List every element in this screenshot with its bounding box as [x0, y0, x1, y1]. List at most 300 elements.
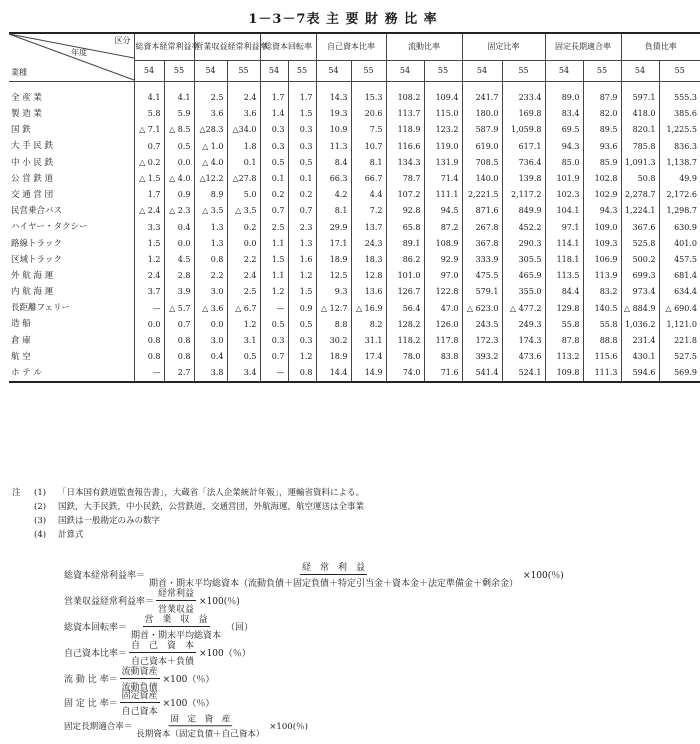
year-header: 54	[134, 61, 164, 82]
ratio-value: 139.8	[502, 171, 545, 187]
ratio-value: —	[260, 365, 288, 382]
ratio-value: 66.3	[316, 171, 351, 187]
ratio-value: 14.9	[351, 365, 386, 382]
industry-name: 区域トラック	[11, 254, 62, 265]
ratio-value: 4.2	[316, 187, 351, 203]
ratio-value: △ 690.4	[659, 300, 700, 316]
ratio-value: △ 7.1	[134, 122, 164, 138]
ratio-value: 2.7	[164, 365, 194, 382]
formula-numerator: 自 己 資 本	[129, 638, 196, 653]
notes-section	[12, 486, 672, 542]
ratio-value: 3.6	[227, 106, 260, 122]
ratio-value: 13.7	[351, 220, 386, 236]
note-number: (1)	[34, 488, 47, 498]
ratio-value: 1.1	[260, 236, 288, 252]
ratio-value: △ 2.3	[164, 203, 194, 219]
ratio-value: 97.1	[545, 220, 583, 236]
ratio-value: △ 3.6	[194, 300, 227, 316]
ratio-value: 117.8	[424, 333, 462, 349]
ratio-value: 87.9	[583, 82, 621, 107]
note-number: (3)	[34, 516, 47, 526]
ratio-value: 1.4	[260, 106, 288, 122]
ratio-value: △12.2	[194, 171, 227, 187]
ratio-value: 457.5	[659, 252, 700, 268]
ratio-value: 0.7	[260, 203, 288, 219]
table-row	[9, 203, 700, 219]
ratio-value: 4.1	[164, 82, 194, 107]
ratio-value: 1.2	[227, 317, 260, 333]
year-header: 55	[659, 61, 700, 82]
ratio-value: △ 3.5	[194, 203, 227, 219]
ratio-value: 118.2	[386, 333, 424, 349]
ratio-value: 0.0	[194, 317, 227, 333]
ratio-value: △ 2.4	[134, 203, 164, 219]
ratio-value: 1.7	[288, 82, 316, 107]
ratio-value: △ 4.0	[194, 155, 227, 171]
ratio-value: 18.9	[316, 349, 351, 365]
ratio-value: 1.7	[260, 82, 288, 107]
ratio-value: 1.1	[260, 268, 288, 284]
ratio-value: 109.8	[545, 365, 583, 382]
ratio-value: 7.2	[351, 203, 386, 219]
ratio-value: 597.1	[621, 82, 659, 107]
year-header: 54	[260, 61, 288, 82]
ratio-value: 126.0	[424, 317, 462, 333]
ratio-value: 8.1	[316, 203, 351, 219]
ratio-value: 111.1	[424, 187, 462, 203]
ratio-value: 5.8	[134, 106, 164, 122]
ratio-value: 8.1	[351, 155, 386, 171]
metric-header: 流動比率	[386, 33, 462, 61]
ratio-value: 0.3	[288, 333, 316, 349]
metric-header: 総資本経常利益率	[134, 33, 194, 61]
metric-header: 自己資本比率	[316, 33, 386, 61]
ratio-value: 174.3	[502, 333, 545, 349]
ratio-value: 634.4	[659, 284, 700, 300]
ratio-value: 0.8	[164, 349, 194, 365]
formula-numerator: 固定資産	[120, 688, 160, 703]
ratio-value: 0.3	[260, 139, 288, 155]
ratio-value: 8.4	[316, 155, 351, 171]
ratio-value: 3.3	[134, 220, 164, 236]
formula-fraction	[147, 560, 520, 589]
ratio-value: 109.0	[583, 220, 621, 236]
industry-name: 造 船	[11, 319, 31, 330]
ratio-value: 3.1	[227, 333, 260, 349]
ratio-value: △ 623.0	[462, 300, 502, 316]
ratio-value: 92.8	[386, 203, 424, 219]
ratio-value: 1.7	[134, 187, 164, 203]
ratio-value: 1,036.2	[621, 317, 659, 333]
ratio-value: 243.5	[462, 317, 502, 333]
ratio-value: 3.0	[194, 333, 227, 349]
ratio-value: 221.8	[659, 333, 700, 349]
table-row	[9, 317, 700, 333]
year-header: 55	[227, 61, 260, 82]
ratio-value: 0.8	[134, 349, 164, 365]
table-row	[9, 220, 700, 236]
ratio-value: 0.1	[288, 171, 316, 187]
ratio-value: △ 6.7	[227, 300, 260, 316]
formula-suffix: ×100（％）	[162, 699, 215, 709]
ratio-value: 12.5	[316, 268, 351, 284]
ratio-value: 94.5	[424, 203, 462, 219]
year-header: 55	[502, 61, 545, 82]
ratio-value: △ 884.9	[621, 300, 659, 316]
formula-equity-ratio	[64, 638, 251, 667]
ratio-value: △ 4.0	[164, 171, 194, 187]
ratio-value: 555.3	[659, 82, 700, 107]
table-row	[9, 106, 700, 122]
ratio-value: 0.7	[134, 139, 164, 155]
ratio-value: 118.1	[545, 252, 583, 268]
ratio-value: 113.7	[386, 106, 424, 122]
ratio-value: 0.8	[164, 333, 194, 349]
industry-name: 製 造 業	[11, 109, 42, 120]
ratio-value: 8.8	[316, 317, 351, 333]
ratio-value: 89.1	[386, 236, 424, 252]
ratio-value: 31.1	[351, 333, 386, 349]
table-row	[9, 268, 700, 284]
ratio-value: △ 1.0	[194, 139, 227, 155]
ratio-value: 1.5	[134, 236, 164, 252]
ratio-value: 619.0	[462, 139, 502, 155]
ratio-value: 55.8	[583, 317, 621, 333]
formula-numerator: 固 定 資 産	[169, 712, 233, 726]
ratio-value: 418.0	[621, 106, 659, 122]
ratio-value: △ 8.5	[164, 122, 194, 138]
ratio-value: 333.9	[462, 252, 502, 268]
ratio-value: 140.5	[583, 300, 621, 316]
ratio-value: 0.5	[260, 155, 288, 171]
year-header: 55	[424, 61, 462, 82]
ratio-value: 249.3	[502, 317, 545, 333]
ratio-value: 15.3	[351, 82, 386, 107]
industry-name: ホ テ ル	[9, 365, 134, 382]
ratio-value: 1.5	[288, 106, 316, 122]
ratio-value: 5.0	[227, 187, 260, 203]
formula-numerator: 経常利益	[156, 586, 196, 601]
formula-label: 総資本経常利益率＝	[64, 571, 146, 581]
ratio-value: 0.5	[164, 139, 194, 155]
ratio-value: 140.0	[462, 171, 502, 187]
ratio-value: 2,172.6	[659, 187, 700, 203]
table-row	[9, 122, 700, 138]
formula-denominator: 自己資本	[121, 707, 158, 717]
ratio-value: 5.9	[164, 106, 194, 122]
formula-label: 総資本回転率＝	[64, 623, 128, 633]
ratio-value: 114.1	[545, 236, 583, 252]
ratio-value: 430.1	[621, 349, 659, 365]
ratio-value: 3.4	[227, 365, 260, 382]
ratio-value: 0.3	[260, 122, 288, 138]
ratio-value: 0.3	[288, 139, 316, 155]
ratio-value: 2.2	[227, 252, 260, 268]
ratio-value: 29.9	[316, 220, 351, 236]
ratio-value: 131.9	[424, 155, 462, 171]
ratio-value: 102.9	[583, 187, 621, 203]
ratio-value: 0.8	[134, 333, 164, 349]
ratio-value: 452.2	[502, 220, 545, 236]
ratio-value: 12.8	[351, 268, 386, 284]
ratio-value: 83.4	[545, 106, 583, 122]
formula-denominator: 自己資本＋負債	[131, 657, 195, 667]
ratio-value: △34.0	[227, 122, 260, 138]
ratio-value: 4.5	[164, 252, 194, 268]
corner-year-label: 年度	[71, 48, 87, 57]
ratio-value: 355.0	[502, 284, 545, 300]
formula-asset-turnover	[64, 612, 253, 641]
formula-denominator: 流動負債	[121, 683, 158, 693]
ratio-value: 24.3	[351, 236, 386, 252]
note-text: 計算式	[58, 530, 84, 540]
ratio-value: 367.8	[462, 236, 502, 252]
industry-name: 中 小 民 鉄	[11, 157, 54, 168]
ratio-value: 47.0	[424, 300, 462, 316]
ratio-value: 113.2	[545, 349, 583, 365]
ratio-value: 66.7	[351, 171, 386, 187]
year-header: 54	[462, 61, 502, 82]
corner-industry-label: 業種	[11, 67, 27, 77]
ratio-value: 871.6	[462, 203, 502, 219]
formula-suffix: （回）	[226, 623, 254, 633]
ratio-value: 0.7	[288, 203, 316, 219]
table-row	[9, 333, 700, 349]
year-header: 55	[583, 61, 621, 82]
formula-label: 自己資本比率＝	[64, 649, 128, 659]
ratio-value: 74.0	[386, 365, 424, 382]
ratio-value: 1,224.1	[621, 203, 659, 219]
table-row	[9, 365, 700, 382]
ratio-value: 30.2	[316, 333, 351, 349]
ratio-value: 0.1	[227, 155, 260, 171]
ratio-value: 93.6	[583, 139, 621, 155]
ratio-value: 1.2	[260, 284, 288, 300]
year-header: 55	[288, 61, 316, 82]
formula-fraction	[134, 712, 266, 740]
ratio-value: 1,121.0	[659, 317, 700, 333]
ratio-value: 84.4	[545, 284, 583, 300]
year-header: 54	[621, 61, 659, 82]
ratio-value: 785.8	[621, 139, 659, 155]
metric-header: 固定長期適合率	[545, 33, 621, 61]
ratio-value: 17.4	[351, 349, 386, 365]
formula-fixed-long-term-ratio	[64, 712, 308, 740]
ratio-value: 13.6	[351, 284, 386, 300]
ratio-value: 0.0	[134, 317, 164, 333]
note-number: (4)	[34, 530, 47, 540]
ratio-value: 4.4	[351, 187, 386, 203]
ratio-value: 0.1	[260, 171, 288, 187]
ratio-value: 0.3	[260, 333, 288, 349]
ratio-value: 94.3	[583, 203, 621, 219]
ratio-value: 1.6	[288, 252, 316, 268]
ratio-value: 0.0	[164, 155, 194, 171]
ratio-value: 102.3	[545, 187, 583, 203]
corner-category-label: 区分	[114, 36, 131, 45]
ratio-value: 122.8	[424, 284, 462, 300]
table-row	[9, 349, 700, 365]
ratio-value: 83.2	[583, 284, 621, 300]
year-header: 54	[194, 61, 227, 82]
ratio-value: 0.0	[227, 236, 260, 252]
ratio-value: 89.5	[583, 122, 621, 138]
ratio-value: △ 16.9	[351, 300, 386, 316]
ratio-value: 0.5	[227, 349, 260, 365]
ratio-value: 579.1	[462, 284, 502, 300]
ratio-value: 849.9	[502, 203, 545, 219]
industry-name: 民営乗合バス	[11, 206, 63, 217]
ratio-value: 129.8	[545, 300, 583, 316]
ratio-value: 2,221.5	[462, 187, 502, 203]
ratio-value: 736.4	[502, 155, 545, 171]
ratio-value: 89.0	[545, 82, 583, 107]
formula-denominator: 長期資本（固定負債＋自己資本）	[136, 730, 265, 740]
ratio-value: 3.7	[134, 284, 164, 300]
ratio-value: 109.4	[424, 82, 462, 107]
ratio-value: 525.8	[621, 236, 659, 252]
ratio-value: 527.5	[659, 349, 700, 365]
ratio-value: 1.2	[134, 252, 164, 268]
note-number: (2)	[34, 502, 47, 512]
ratio-value: —	[260, 300, 288, 316]
ratio-value: 104.1	[545, 203, 583, 219]
ratio-value: 14.4	[316, 365, 351, 382]
ratio-value: 87.2	[424, 220, 462, 236]
ratio-value: 231.4	[621, 333, 659, 349]
header-corner	[9, 33, 134, 82]
ratio-value: 11.3	[316, 139, 351, 155]
ratio-value: 630.9	[659, 220, 700, 236]
ratio-value: △ 3.5	[227, 203, 260, 219]
ratio-value: 0.4	[194, 349, 227, 365]
formula-denominator: 営業収益	[158, 605, 195, 615]
ratio-value: 465.9	[502, 268, 545, 284]
ratio-value: 820.1	[621, 122, 659, 138]
formula-ordinary-profit-margin	[64, 586, 240, 615]
formula-suffix: ×100（％）	[162, 675, 215, 685]
ratio-value: △ 5.7	[164, 300, 194, 316]
ratio-value: 3.8	[194, 365, 227, 382]
ratio-value: 2.4	[227, 268, 260, 284]
ratio-value: △ 1.5	[134, 171, 164, 187]
ratio-value: 134.3	[386, 155, 424, 171]
formula-suffix: ×100(％)	[269, 722, 308, 732]
ratio-value: 473.6	[502, 349, 545, 365]
ratio-value: 2.4	[134, 268, 164, 284]
ratio-value: 107.2	[386, 187, 424, 203]
industry-name: 大 手 民 鉄	[11, 141, 54, 152]
note-text: 「日本国有鉄道監査報告書」，大蔵省「法人企業統計年報」，運輸省資料による。	[58, 488, 365, 498]
ratio-value: 708.5	[462, 155, 502, 171]
industry-name: 内 航 海 運	[11, 287, 54, 298]
table-row	[9, 139, 700, 155]
ratio-value: 94.3	[545, 139, 583, 155]
industry-name: ハイヤー・タクシー	[11, 222, 88, 233]
ratio-value: 10.9	[316, 122, 351, 138]
ratio-value: 475.5	[462, 268, 502, 284]
ratio-value: 14.3	[316, 82, 351, 107]
table-row	[9, 155, 700, 171]
table-row	[9, 187, 700, 203]
ratio-value: 233.4	[502, 82, 545, 107]
ratio-value: 1,225.5	[659, 122, 700, 138]
ratio-value: 0.5	[288, 317, 316, 333]
ratio-value: 55.8	[545, 317, 583, 333]
ratio-value: 85.0	[545, 155, 583, 171]
ratio-value: 116.6	[386, 139, 424, 155]
year-header: 54	[386, 61, 424, 82]
ratio-value: 7.5	[351, 122, 386, 138]
ratio-value: 106.9	[583, 252, 621, 268]
ratio-value: 19.3	[316, 106, 351, 122]
ratio-value: 290.3	[502, 236, 545, 252]
note-text: 国鉄は一般勘定のみの数字	[58, 516, 161, 526]
ratio-value: 1,298.7	[659, 203, 700, 219]
ratio-value: 17.1	[316, 236, 351, 252]
ratio-value: 87.8	[545, 333, 583, 349]
ratio-value: 8.9	[194, 187, 227, 203]
ratio-value: 18.9	[316, 252, 351, 268]
formula-label: 固 定 比 率＝	[64, 699, 118, 709]
ratio-value: 109.3	[583, 236, 621, 252]
ratio-value: 113.9	[583, 268, 621, 284]
formula-numerator: 経 常 利 益	[300, 560, 367, 575]
ratio-value: 2.5	[227, 284, 260, 300]
notes-label: 注	[12, 488, 21, 498]
ratio-value: 49.9	[659, 171, 700, 187]
metric-header: 固定比率	[462, 33, 545, 61]
ratio-value: 617.1	[502, 139, 545, 155]
ratio-value: 2.4	[227, 82, 260, 107]
ratio-value: 1.2	[288, 349, 316, 365]
ratio-value: 4.1	[134, 82, 164, 107]
ratio-value: 108.9	[424, 236, 462, 252]
note-text: 国鉄，大手民鉄，中小民鉄，公営鉄道，交通営団，外航海運，航空運送は全事業	[58, 502, 365, 512]
ratio-value: △28.3	[194, 122, 227, 138]
ratio-value: 115.0	[424, 106, 462, 122]
formula-suffix: ×100（％）	[199, 649, 251, 659]
formula-label: 営業収益経常利益率＝	[64, 597, 155, 607]
ratio-value: 836.3	[659, 139, 700, 155]
ratio-value: 0.8	[288, 365, 316, 382]
industry-name: 外 航 海 運	[11, 270, 54, 281]
ratio-value: 0.4	[164, 220, 194, 236]
formula-label: 流 動 比 率＝	[64, 675, 118, 685]
ratio-value: 113.5	[545, 268, 583, 284]
formula-return-on-assets	[64, 560, 564, 589]
ratio-value: 172.3	[462, 333, 502, 349]
ratio-value: 0.5	[260, 317, 288, 333]
ratio-value: 2.5	[194, 82, 227, 107]
ratio-value: 587.9	[462, 122, 502, 138]
ratio-value: 0.7	[260, 349, 288, 365]
ratio-value: 92.9	[424, 252, 462, 268]
ratio-value: 0.8	[194, 252, 227, 268]
ratio-value: 0.2	[288, 187, 316, 203]
ratio-value: 2,278.7	[621, 187, 659, 203]
ratio-value: 9.3	[316, 284, 351, 300]
table-title: 1－3－7表 主 要 財 務 比 率	[248, 12, 438, 27]
formula-label: 固定長期適合率＝	[64, 722, 133, 732]
metric-header: 営業収益経常利益率	[194, 33, 260, 61]
ratio-value: 1,059.8	[502, 122, 545, 138]
industry-name: 長距離フェリー	[11, 303, 71, 314]
ratio-value: 367.6	[621, 220, 659, 236]
ratio-value: 3.0	[194, 284, 227, 300]
formula-fraction	[129, 612, 223, 641]
ratio-value: 241.7	[462, 82, 502, 107]
